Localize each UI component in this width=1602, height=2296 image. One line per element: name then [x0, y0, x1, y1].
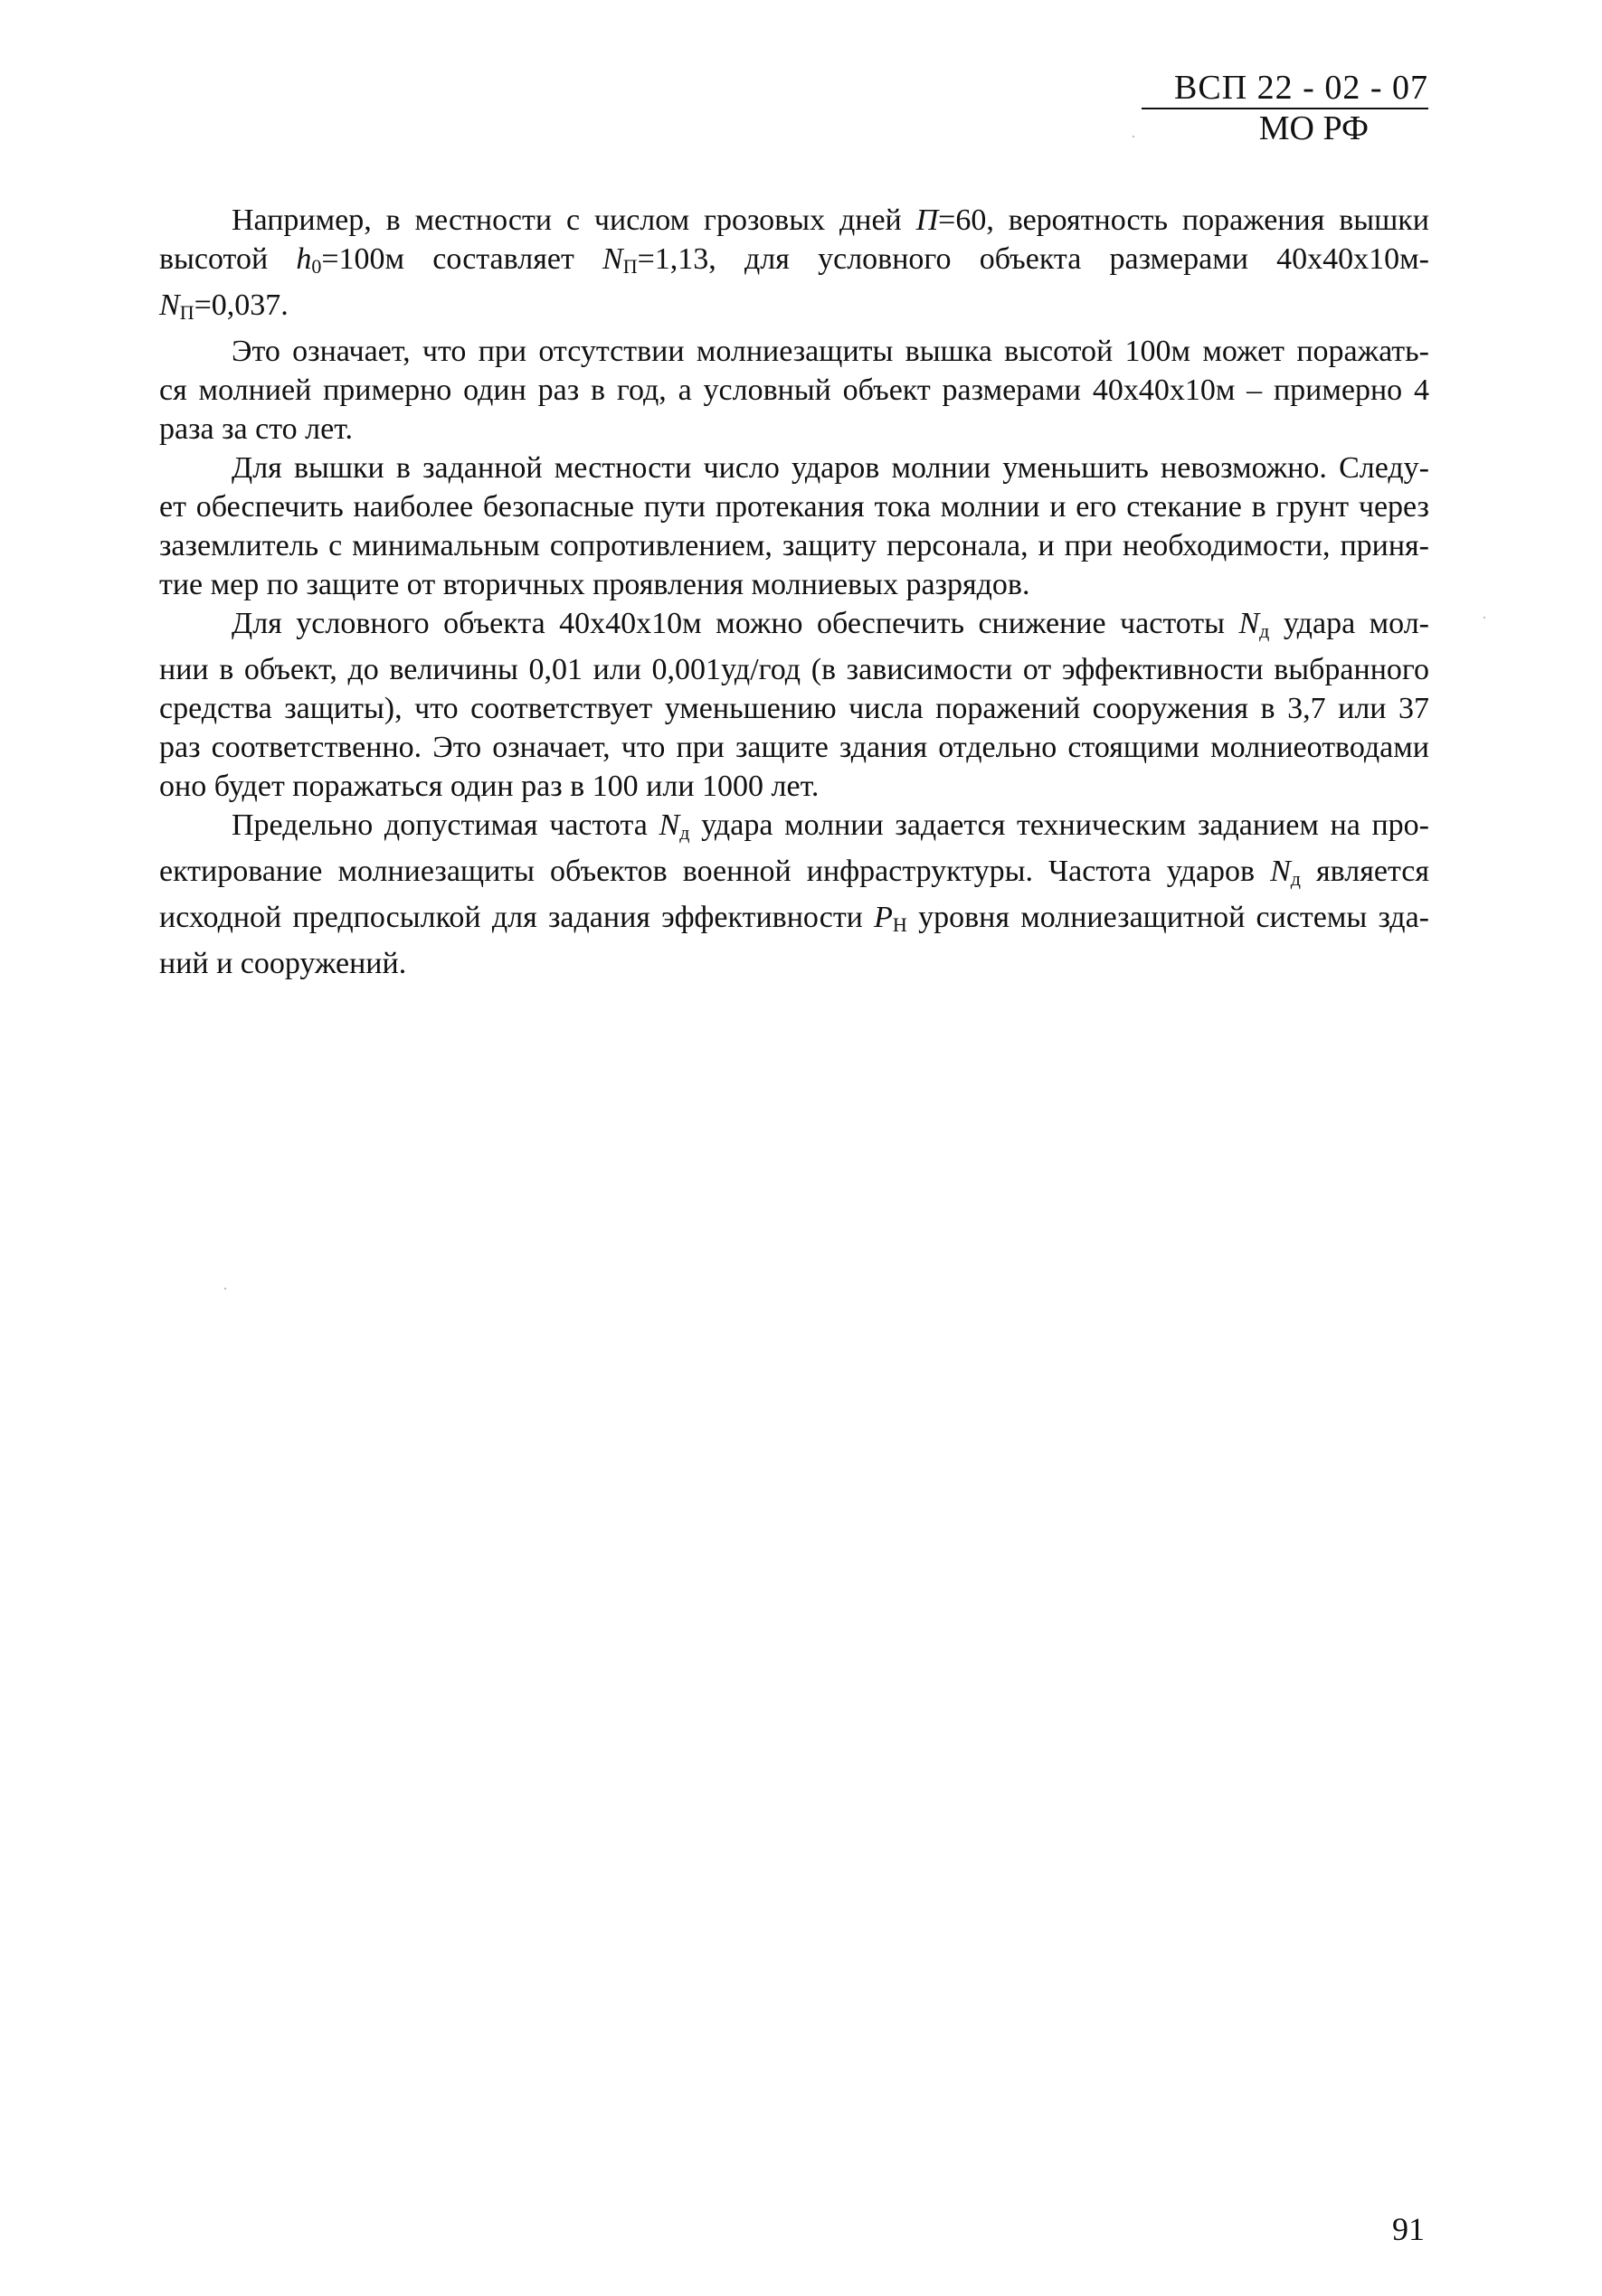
text-line	[159, 410, 1429, 449]
text-run: нии в объект, до величины 0,01 или 0,001уд/год (в зависимости от эффективности выбранного	[159, 653, 1429, 686]
text-run: удара молнии задается техническим заданием на про-	[689, 808, 1429, 842]
text-line	[159, 689, 1429, 728]
scan-speck	[1133, 136, 1134, 137]
text-run: Например, в местности с числом грозовых дней	[232, 203, 916, 237]
text-run: ектирование молниезащиты объектов военной инфраструктуры. Частота ударов	[159, 855, 1271, 888]
document-header	[1103, 71, 1428, 147]
text-run: средства защиты), что соответствует уменьшению числа поражений сооружения в 3,7 или 37	[159, 692, 1429, 725]
text-line	[159, 371, 1429, 410]
text-line	[159, 806, 1429, 852]
math-symbol: N	[159, 288, 180, 322]
text-line	[159, 240, 1429, 286]
organization-label: МО РФ	[1258, 109, 1369, 147]
math-symbol: P	[874, 901, 893, 934]
page-number: 91	[1392, 2211, 1425, 2247]
scan-speck	[224, 1288, 226, 1290]
text-run: раза за сто лет.	[159, 412, 353, 446]
math-subscript: д	[1290, 867, 1301, 890]
math-subscript: 0	[311, 255, 322, 278]
text-run: исходной предпосылкой для задания эффективности	[159, 901, 875, 934]
text-run: =60, вероятность поражения вышки	[938, 203, 1429, 237]
text-run: ет обеспечить наиболее безопасные пути протекания тока молнии и его стекание в грунт через	[159, 490, 1429, 524]
text-line	[159, 487, 1429, 526]
text-run: ний и сооружений.	[159, 947, 407, 980]
text-line	[159, 650, 1429, 689]
math-symbol: N	[1270, 855, 1291, 888]
text-line	[159, 201, 1429, 240]
text-line	[159, 767, 1429, 806]
text-run: ся молнией примерно один раз в год, а условный объект размерами 40х40х10м – примерно 4	[159, 373, 1429, 407]
paragraph	[159, 201, 1429, 332]
text-run: уровня молниезащитной системы зда-	[906, 901, 1429, 934]
text-run: =1,13, для условного объекта размерами 40х40х10м-	[637, 242, 1429, 276]
paragraph	[159, 332, 1429, 449]
document-code: ВСП 22 - 02 - 07	[1142, 71, 1428, 109]
math-symbol: N	[1238, 607, 1260, 640]
math-symbol: h	[296, 242, 312, 276]
body-text	[159, 201, 1429, 983]
text-run: Это означает, что при отсутствии молниезащиты вышка высотой 100м может поражать-	[232, 335, 1429, 368]
text-run: =100м составляет	[321, 242, 603, 276]
text-run: оно будет поражаться один раз в 100 или 1000 лет.	[159, 770, 820, 803]
text-line	[159, 286, 1429, 332]
math-subscript: П	[622, 255, 638, 278]
text-run: является	[1300, 855, 1429, 888]
text-line	[159, 449, 1429, 487]
paragraph	[159, 806, 1429, 983]
text-line	[159, 898, 1429, 944]
math-symbol: N	[602, 242, 623, 276]
text-run: =0,037.	[194, 288, 289, 322]
text-line	[159, 332, 1429, 371]
text-line	[159, 565, 1429, 604]
paragraph	[159, 604, 1429, 806]
text-run: Для вышки в заданной местности число ударов молнии уменьшить невозможно. Следу-	[232, 451, 1429, 485]
text-line	[159, 852, 1429, 898]
text-run: Для условного объекта 40х40х10м можно обеспечить снижение частоты	[232, 607, 1239, 640]
math-subscript: H	[892, 913, 907, 936]
text-run: заземлитель с минимальным сопротивлением, защиту персонала, и при необходимости, приня-	[159, 529, 1429, 562]
text-line	[159, 944, 1429, 983]
math-subscript: д	[679, 821, 690, 844]
text-run: раз соответственно. Это означает, что при защите здания отдельно стоящими молниеотводами	[159, 731, 1429, 764]
math-subscript: П	[179, 301, 194, 324]
math-symbol: П	[915, 203, 939, 237]
text-run: Предельно допустимая частота	[232, 808, 659, 842]
paragraph	[159, 449, 1429, 604]
text-run: удара мол-	[1269, 607, 1429, 640]
text-line	[159, 728, 1429, 767]
text-line	[159, 604, 1429, 650]
math-subscript: д	[1259, 619, 1270, 642]
text-run: высотой	[159, 242, 297, 276]
math-symbol: N	[659, 808, 680, 842]
text-run: тие мер по защите от вторичных проявления молниевых разрядов.	[159, 568, 1030, 601]
text-line	[159, 526, 1429, 565]
scan-speck	[1484, 617, 1485, 619]
